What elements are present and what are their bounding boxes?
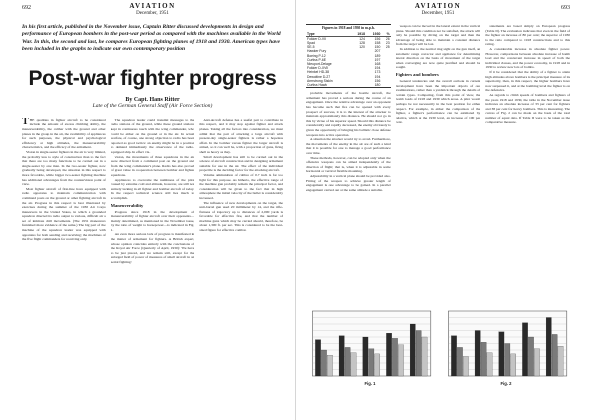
text-column — [22, 118, 106, 388]
masthead — [415, 3, 461, 16]
table-body — [306, 36, 391, 87]
right-page — [296, 0, 592, 420]
chart-bar — [528, 337, 533, 376]
table-cell: 128 — [359, 41, 365, 45]
page-number: 692 — [22, 5, 31, 11]
table-cell: 207 — [374, 49, 381, 54]
figures — [306, 308, 570, 388]
speed-table — [306, 24, 391, 88]
paragraph: The squadron leader could transmit messages to the radio stations of the ground, while these ground stations kept in continuous touch with the wing commander, who could be either on the ground or in the air. In actual warfare, of course, one strong objection to radio has been reported as good tactics: an enemy might be in a position to demand immediately the observance of the radio-equipped ship. In effect vis- — [110, 117, 195, 154]
figure-2-chart — [442, 308, 570, 380]
table-cell: Fokker D-VII — [307, 36, 327, 41]
text-column — [396, 24, 481, 249]
table-cell: 194 — [374, 74, 381, 79]
table-row — [306, 83, 391, 87]
paragraph: Adjustability in a vertical plane should be provided also. Fitting of the weapon to achieve greater length of engagement is one advantage to be gained. In a parallel engagement carried out at the same altitude a suitable. — [306, 173, 391, 192]
chart-bar — [481, 342, 486, 376]
chart-bar — [369, 349, 374, 376]
paragraph: A considerable increase in absolute fighter power. However, comparisons between absolute increase of bomb load and the concurrent increase in speed of both the individual classes, and the power economy, in 1918 and in 1930 to review new lots of bombs. — [485, 46, 571, 70]
chart-bar — [392, 338, 397, 376]
chart-bar — [345, 347, 350, 376]
paragraph: An even more serious lack of progress is manifested in the matter of armament for fighters. A British expert, whose opinion coincides entirely with the conclusions of the Royal Air Force (Quarterly of April, 1930): 'We have to be just placed, and we remain still, except for the enlarged field of power of measures of small aircraft in an aerial fighting.' — [110, 232, 195, 265]
table-cell: 168 — [374, 62, 381, 67]
table-cell: 194 — [374, 66, 381, 71]
table-cell: Curtiss P-6E — [307, 57, 327, 62]
left-page-header — [22, 3, 283, 19]
chart-bar — [522, 323, 527, 376]
table-header-cell: % — [381, 32, 390, 37]
table-cell: Curtiss Hawk — [307, 83, 327, 88]
paragraph: Appliances to overcome the numbness of the pilot caused by extreme cold and altitude, however, are still not entirely lacking in all fighter and bomber aircraft of today. In the respect technical science still lies much to accomplish. — [110, 177, 195, 200]
data-table — [306, 32, 391, 88]
chart-bar — [410, 324, 415, 376]
paragraph: probable movements of the hostile aircraft, the armament has proved a serious during the course of an engagement. Once the relative advantage over an opponent has become such that fire can be opened with every prospect of success, it is to the interest of the attacker to maintain approximately this distance. He should not go in this by virtue of his superior speed. Should this distance be considerably and rapidly decreased, the enemy obviously is given the opportunity of bringing his ballistic close defense weapons into active operation. — [306, 91, 391, 137]
table-cell: Hawker Fury — [307, 49, 327, 54]
article-title: Post-war fighter progress — [28, 66, 277, 90]
chart-bar — [487, 353, 492, 376]
paragraph: As regards to climb speeds of bombers and fighters of the years 1918 and 1930, the table in the November issue indicates an absolute increase of 33 per cent for fighters and 38 per cent for heavy bombers. This is interesting. The curves of Fig. 2 can be made on the basis of the total number of equal data. If Table II were to be taken as the comparative measure. — [485, 92, 571, 125]
paragraph: statements are based simply on European progress (Table II). The evaluation indicates that even in the field of the fighter an increase of 80 per cent; the superior of 1930 is the ratio compared to 1918 constructions and to this rating. — [485, 24, 571, 47]
section-heading: Fighters and bombers — [395, 71, 439, 77]
table-header-cell: Type — [306, 32, 351, 37]
figure-2 — [442, 308, 570, 388]
paragraph-text: HE qualities in fighter aircraft to be considered include the amount of excess climbing ability, the maneuverability, the caliber with the ground and other planes in the group in the air, the availability of appliances for such purposes, the physical and psychological efficiency at high altitudes, the maneuverability characteristics, and the efficacy of the armament. — [22, 117, 106, 150]
table-cell: 26 — [385, 36, 390, 41]
chart-bar — [534, 349, 539, 376]
paragraph: Vision in single-seater fighters in the air is very limited, the probably less to style of construction than to the fact that there are too many functions to be carried out in a single-seater by one man. In the two-seater fighter, now gradually being developed, the situation in this respect is more favorable, while bigger two-seater fighting machine has additional advantages from the countervision point of view. — [22, 149, 106, 187]
table-cell: 150 — [374, 45, 381, 50]
author-role: Late of the German General Staff (Air Force Section) — [92, 103, 213, 110]
chart-bar — [451, 336, 456, 376]
chart-bar — [457, 347, 462, 376]
paragraph: General tendencies and the overall outlook in current development have been the important objects of our examinations, rather than a yardstick through the details of certain types. Comparing, from this point of view, the bomb loads of 1918 and 1930 which arose. A pilot would perhaps be not necessarily in the best position for either respect. For example, in either the comparison of the fighter, a fighter's performance can be estimated by relative, which at the 1930 level, an increase of 100 per cent. — [395, 78, 481, 125]
paragraph: Most fighter aircraft of first-line have equipped with radio apparatus to maintain communication with command posts on the ground or other fighting aircraft in the air. Progress in this respect is best illustrated by exercises during the summer of the 1930 Air Corps maneuvers in the United States, in which a grounded squadron directed its radio output to various, difficult air a set of intimate drill movements. (The 1931 maneuvers furnished more evidence of the same.) The big part of the machine of the squadron leader was equipped with apparatus for both sending and receiving; the machines of the five flight commanders for receiving only. — [22, 186, 106, 242]
table-cell: 180 — [374, 83, 381, 88]
table-cell: Armstrong Siskin — [307, 78, 333, 83]
table-caption: Figures in 1918 and 1930 in m.p.h. — [321, 26, 375, 30]
column-paragraphs — [306, 91, 391, 192]
chart-bar — [398, 345, 403, 376]
paragraph: The influence of new developments on the target, the unit-barrel gun used 20 millimeter by 14, and the rifle-flatness of trajectory up to distances of 2,000 yards is favorable for effective fire, and that the number of machine guns which may be carried should, therefore, be about 1,300 ft. per sec. This is considered to be the best-sized figure for effective combat. — [199, 200, 284, 233]
section-heading: Maneuverability — [110, 202, 144, 208]
chart-bar — [511, 354, 516, 376]
right-body-columns — [306, 24, 570, 249]
table-cell: 124 — [359, 36, 365, 41]
table-cell: Fokker D-XVII — [307, 66, 329, 71]
chart-bar — [546, 318, 551, 377]
masthead-date: December, 1951 — [421, 11, 455, 16]
chart-bar — [558, 346, 563, 376]
byline — [22, 97, 283, 110]
chart-bar — [327, 355, 332, 376]
chart-bar — [339, 336, 344, 376]
table-cell: Dewoitine D-27 — [307, 74, 331, 79]
table-cell — [381, 83, 390, 87]
table-cell: 23 — [385, 41, 390, 45]
chart-bar — [416, 331, 421, 377]
left-body-columns — [22, 118, 283, 388]
table-cell — [351, 83, 366, 87]
masthead-title: AVIATION — [414, 2, 462, 10]
paragraph: weapon can be moved in the lateral extent in the vertical plane. Should this condition not be satisfied, the attack will only be possible by diving on the target and then the advantage of being able to maintain a constant distance from the target will be lost. — [395, 24, 481, 47]
text-column — [306, 24, 391, 249]
table-header-cell: 1930 — [366, 32, 381, 37]
chart-bar — [363, 337, 368, 376]
lead-paragraph — [22, 118, 106, 150]
table-cell: SE-5 — [307, 45, 315, 50]
table-cell: Spad — [307, 41, 315, 45]
table-cell: 156 — [374, 78, 381, 83]
table-cell: 158 — [374, 41, 381, 45]
text-column — [111, 118, 195, 388]
chart-bar — [552, 334, 557, 376]
paragraph: A situation the attacker would try to avoid. Furthermore, the movements of the enemy in the air are of such a kind that it is possible for one to manage a good performance over time. — [306, 137, 391, 155]
chart-bar — [499, 332, 504, 376]
paragraph: Small development has still to be carried out in the science of aircraft construction and in designing armament suitable for use in the air. The effect of the individual projectile is the deciding factor for the attacking aircraft. — [199, 154, 284, 173]
masthead-title: AVIATION — [129, 2, 176, 10]
chart-bar — [475, 331, 480, 377]
table-cell: 197 — [374, 57, 381, 62]
chart-bar — [463, 357, 468, 377]
table-cell: Heinkel HD-38 — [307, 70, 330, 75]
chart-bar — [386, 333, 391, 376]
table-cell: 173 — [374, 70, 381, 75]
table-header-cell: 1918 — [351, 32, 366, 37]
paragraph: If it be considered that the ability of a fighter to attain high altitudes above bombers is the principal measure of its superiority, then, in this respect, the higher bombers have now surpassed it, and at the bombing level the fighter is on the defensive. — [485, 69, 571, 93]
right-page-header — [306, 3, 570, 19]
paragraph: Volume ammunition of calibre of 0.7 inch is far too light for this purpose. As hitherto, the effective range of the machine gun probably remain the principal factor, and consideration will be given to the fact that in high atmosphere the initial velocity of the bullet is considerably increased. — [199, 172, 284, 200]
author-name: By Capt. Hans Ritter — [125, 96, 180, 103]
paragraph: In addition to the normal ring sight on the gun itself, an automatic range corrector and appliance for determining lateral direction on the basis of movement of the target when converging are now quite justified and should be sought. — [395, 46, 481, 70]
chart-bar — [375, 354, 380, 376]
chart-bar — [315, 340, 320, 376]
table-cell: Boeing P-12 — [307, 53, 326, 58]
text-column — [485, 24, 570, 249]
figure-caption: Fig. 1 — [364, 381, 376, 386]
article-intro: In his first article, published in the November issue, Captain Ritter discussed developments in design and performance of European bombers in the post-war period as compared with the machines available in the World War. In this, the second and last, he compares European fighting planes of 1918 and 1930. American types have been included in the graphs to indicate our own contemporary position — [22, 24, 281, 53]
masthead — [129, 3, 175, 16]
table-cell: 156 — [374, 36, 381, 41]
paragraph: Anti-aircraft defense has a useful part to contribute in this respect, and it may stop against fighter and attack planes. Taking all the factors into consideration, we must admit that the part of attacking a large aircraft with present-day single-seater fighters is rather a hopeless affair. In the bomber versus fighter the larger aircraft is armed, so it can well be, with a proportion of guns, firing shell as heavy as they. — [199, 117, 284, 154]
paragraph: vision, the movements of three squadrons in the air were directed from a command post on the ground and from the wing commander's plane. Radio has also proved of great value in cooperation between bomber and fighter squadrons. — [110, 154, 195, 177]
table-cell: 120 — [359, 45, 365, 50]
paragraph: Progress since 1918 in the development of maneuverability of fighter aircraft over their opponents—mainly determined, as mentioned in the November issue, by the ratio of weight to horsepower—is indicated in Fig. 1. — [110, 209, 195, 232]
chart-bar — [505, 344, 510, 377]
paragraph: These methods, however, can be adopted only when the offensive weapons can be aimed independently of the direction of flight; that is, when it is adjustable in some horizontal or vertical flexible mounting. — [306, 155, 391, 174]
table-cell: 189 — [374, 53, 381, 58]
table-cell: 25 — [385, 45, 390, 50]
page-number: 693 — [561, 5, 570, 11]
figure-1-chart — [306, 308, 434, 380]
table-cell: Nieuport-Delage — [307, 62, 332, 67]
text-column — [199, 118, 283, 388]
figure-caption: Fig. 2 — [500, 381, 512, 386]
chart-bar — [422, 337, 427, 376]
figure-1 — [306, 308, 434, 388]
chart-bar — [321, 350, 326, 376]
chart-bar — [351, 353, 356, 376]
drop-cap: T — [22, 117, 29, 127]
masthead-date: December, 1951 — [136, 11, 169, 16]
